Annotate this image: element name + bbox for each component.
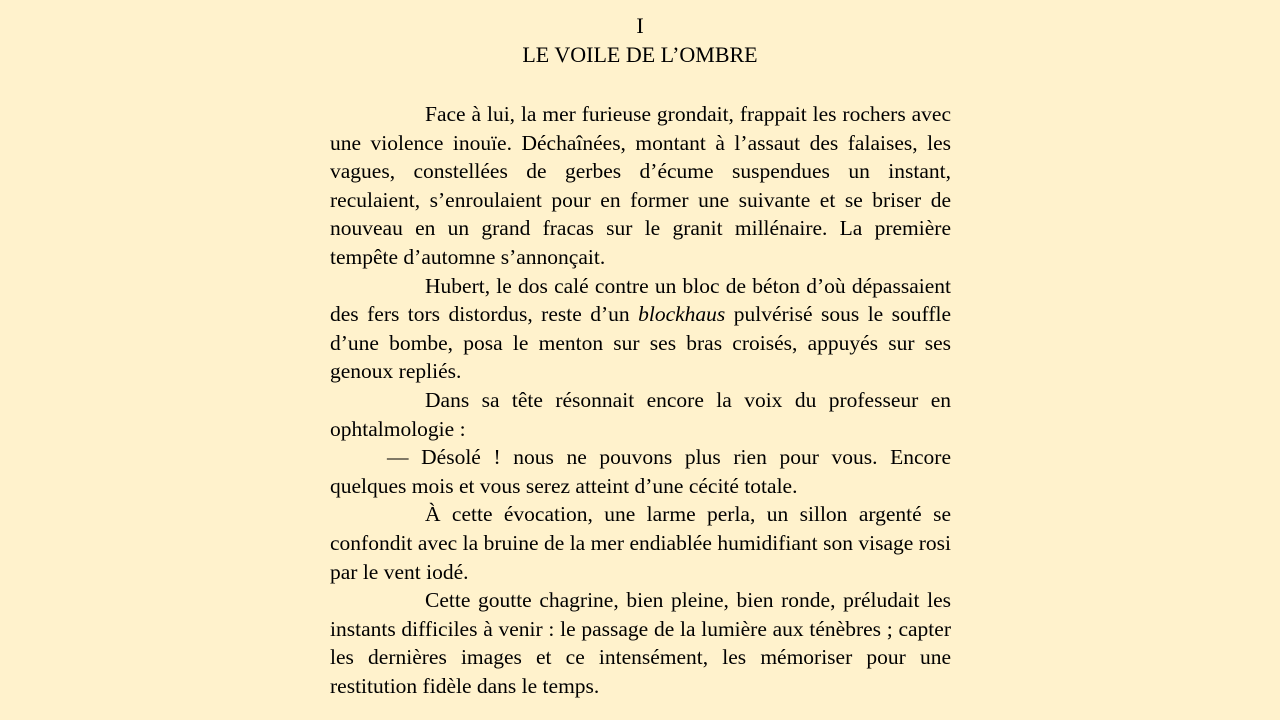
chapter-title: LE VOILE DE L’OMBRE — [522, 42, 758, 67]
italic-word: blockhaus — [638, 302, 726, 327]
paragraph: Face à lui, la mer furieuse grondait, frappait les rochers avec une violence inouïe. Déchaînées, montant à l’assaut des falaises, les vagues, constellées de gerbes d’écume suspendues un instant, reculaient, s’enroulaient pour en former une suivante et se briser de nouveau en un grand fracas sur le granit millénaire. La première tempête d’automne s’annonçait. — [330, 102, 951, 269]
paragraph-text: pulvérisé sous le souffle d’une bombe, posa le menton sur ses bras croisés, appuyés sur ses genoux repliés. — [330, 302, 952, 384]
paragraph: Cette goutte chagrine, bien pleine, bien ronde, préludait les instants difficiles à venir : le passage de la lumière aux ténèbres ; capter les dernières images et ce intensément, les mémoriser pour une restitution fidèle dans le temps. — [330, 588, 951, 698]
chapter-number: I — [636, 13, 644, 38]
paragraph: À cette évocation, une larme perla, un sillon argenté se confondit avec la bruine de la mer endiablée humidifiant son visage rosi par le vent iodé. — [330, 502, 951, 584]
paragraph: Dans sa tête résonnait encore la voix du professeur en ophtalmologie : — [330, 387, 951, 441]
paragraph-text: Hubert, le dos calé contre un bloc de béton d’où dépassaient des fers tors distordus, reste d’un — [330, 273, 951, 327]
paragraph — [330, 272, 951, 386]
body-text — [330, 100, 951, 700]
dialogue-paragraph: — Désolé ! nous ne pouvons plus rien pour vous. Encore quelques mois et vous serez atteint d’une cécité totale. — [330, 445, 951, 498]
